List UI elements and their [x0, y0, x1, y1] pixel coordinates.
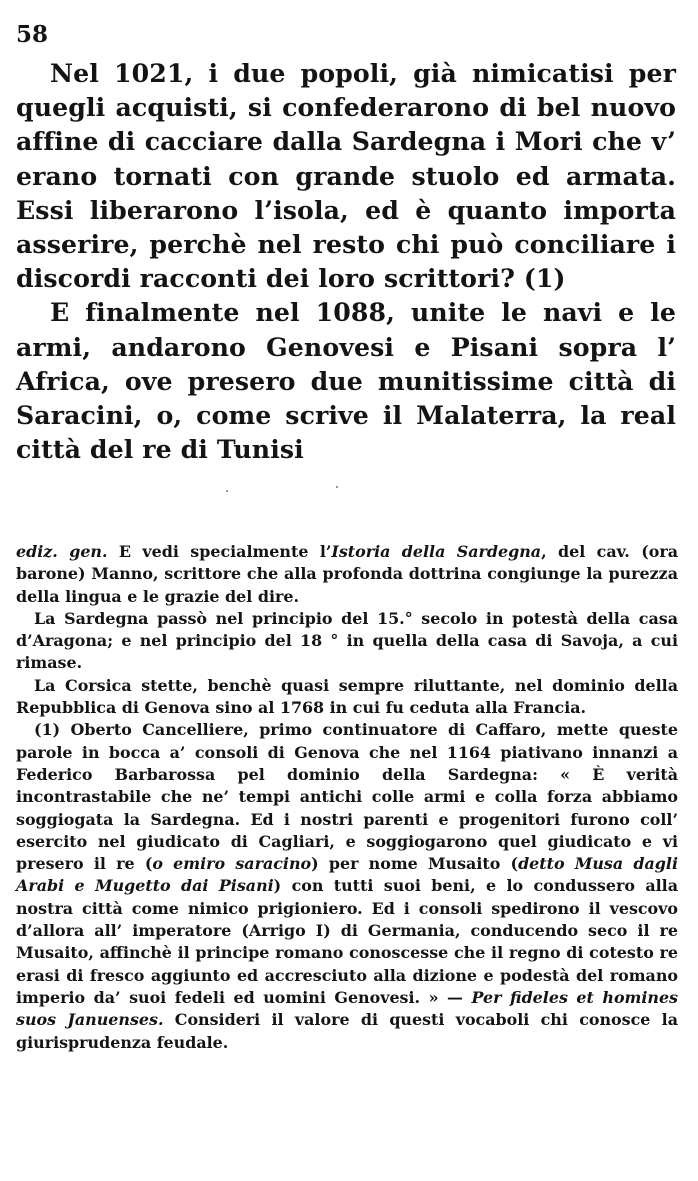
footnote-1: (1) Oberto Cancelliere, primo continuatore di Caffaro, mette queste parole in bocca a’ consoli di Genova che nel 1164 piativano innanzi a Federico Barbarossa pel dominio della Sardegna: « È verità incontrastabile che ne’ tempi antichi colle armi e colla forza abbiamo soggiogata la Sardegna. Ed i nostri parenti e progenitori furono coll’ esercito nel giudicato di Cagliari, e soggiogarono quel giudicato e vi presero il re (o emiro saracino) per nome Musaito (detto Musa dagli Arabi e Mugetto dai Pisani) con tutti suoi beni, e lo condussero alla nostra città come nimico prigioniero. Ed i consoli spedirono il vescovo d’allora all’ imperatore (Arrigo I) di Germania, conducendo seco il re Musaito, affinchè il principe romano conoscesse che il regno di cotesto re erasi di fresco aggiunto ed accresciuto alla dizione e podestà del romano imperio da’ suoi fedeli ed uomini Genovesi. » — Per fideles et homines suos Januenses. Consideri il valore di questi vocaboli chi conosce la giurisprudenza feudale.	[16, 720, 679, 1052]
page-number: 58	[16, 21, 49, 48]
footnote-edition: ediz. gen.	[16, 542, 108, 561]
footnote-corsica: La Corsica stette, benchè quasi sempre riluttante, nel dominio della Repubblica di Genova sino al 1768 in cui fu ceduta alla Francia.	[16, 675, 678, 718]
footnote-continuation: ediz. gen. E vedi specialmente l’Istoria della Sardegna, del cav. (ora barone) Manno, scrittore che alla profonda dottrina congiunge la purezza della lingua e le grazie del dire.	[16, 542, 678, 606]
main-text	[16, 56, 676, 466]
print-speck	[336, 486, 338, 488]
footnote-book-title: Istoria della Sardegna	[331, 542, 542, 561]
paragraph-2: E finalmente nel 1088, unite le navi e le armi, andarono Genovesi e Pisani sopra l’ Africa, ove presero due munitissime città di Saracini, o, come scrive il Malaterra, la real città del re di Tunisi	[16, 297, 676, 465]
print-speck	[226, 490, 228, 492]
footnotes	[16, 541, 678, 1054]
footnote-sardegna: La Sardegna passò nel principio del 15.° secolo in potestà della casa d’Aragona; e nel principio del 18 ° in quella della casa di Savoja, a cui rimase.	[16, 608, 678, 673]
paragraph-1: Nel 1021, i due popoli, già nimicatisi per quegli acquisti, si confederarono di bel nuovo affine di cacciare dalla Sardegna i Mori che v’ erano tornati con grande stuolo ed armata. Essi liberarono l’isola, ed è quanto importa asserire, perchè nel resto chi può conciliare i discordi racconti dei loro scrittori? (1)	[16, 58, 676, 294]
